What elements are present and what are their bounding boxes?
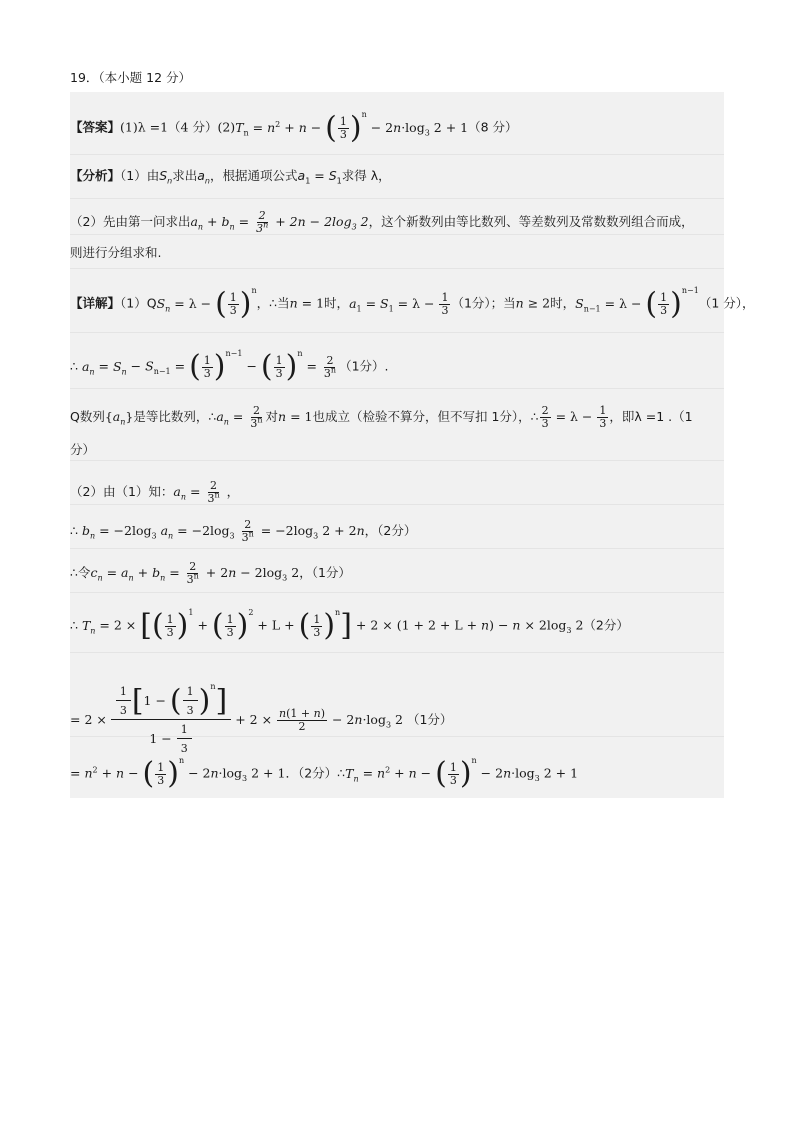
analysis-text: ，根据通项公式	[210, 168, 298, 183]
detail-line-2: ∴ $a_n = S_n - S_{n-1}$ = ( $\frac{1}{3}$ )$^{n-1}$ − ( $\frac{1}{3}$ )$^n$ = $\frac{2}{3^n}$ （1分）.	[70, 349, 389, 384]
detail-text: 也成立（检验不算分，但不写扣 1分），∴	[312, 409, 539, 424]
answer-score: （8 分）	[468, 119, 518, 135]
detail-text: 时，	[550, 295, 576, 311]
separator	[70, 388, 724, 389]
detail-text: ，（1分）	[299, 565, 351, 580]
detail-text: ，即λ =1 .（1	[609, 409, 693, 424]
analysis-text: ，这个新数列由等比数列、等差数列及常数数列组合而成，	[368, 214, 694, 229]
detail-line-4: 分）	[70, 442, 96, 457]
separator	[70, 268, 724, 269]
separator	[70, 592, 724, 593]
answer-part1: (1)λ =1（4 分）(2)	[120, 119, 236, 135]
detail-text: （2分）	[583, 617, 629, 633]
detail-text: ．（2分）∴	[285, 765, 346, 781]
detail-line-10: = $n^2 + n$ − ( $\frac{1}{3}$ )$^n - 2n\cdot\log_3$ 2 + 1．（2分）$\therefore T_n = n^2 + n$ − ( $\frac{1}{3}$ )$^n - 2n\cdot\log_3$ 2 + 1	[70, 756, 579, 791]
separator	[70, 548, 724, 549]
detail-text: （1分）.	[339, 358, 389, 374]
separator	[70, 460, 724, 461]
detail-text: 时，	[324, 295, 350, 311]
analysis-line-1: 【分析】（1）由$S_n$求出$a_n$，根据通项公式$a_1 = S_1$求得 λ，	[70, 168, 391, 186]
detail-line-8: ∴ $T_n = 2$ × [( $\frac{1}{3}$ )$^1$ + ( $\frac{1}{3}$ )$^2$ + L + ( $\frac{1}{3}$ )$^n] + 2 \times (1 + 2 + L + n) - n \times 2\log_3$ 2（2分）	[70, 608, 629, 643]
detail-text: （1分）	[406, 712, 453, 727]
answer-label: 【答案】	[70, 119, 121, 135]
answer-formula: $T_n = n^2 + n$ − ( $\frac{1}{3}$ )$^n - 2n\cdot\log_3$ 2 + 1	[235, 110, 469, 145]
analysis-label: 【分析】	[70, 168, 121, 183]
detail-text: （2）由（1）知：	[70, 484, 174, 499]
question-title: 19．（本小题 12 分）	[70, 70, 192, 85]
detail-line-5: （2）由（1）知：$a_n$ = $\frac{2}{3^n}$ ，	[70, 479, 240, 505]
detail-text: 是等比数列，∴	[133, 409, 217, 424]
detail-text: （1）Q	[120, 295, 157, 311]
separator	[70, 154, 724, 155]
detail-line-6: ∴ $b_n = -2\log_3$ $a_n = -2\log_3$ $\frac{2}{3^n}$ = $-2\log_3$ 2 + 2n，（2分）	[70, 518, 417, 544]
detail-text: ，（2分）	[364, 523, 417, 538]
analysis-text: （2）先由第一问求出	[70, 214, 191, 229]
separator	[70, 652, 724, 653]
separator	[70, 198, 724, 199]
analysis-text: （1）由	[120, 168, 160, 183]
analysis-line-2: （2）先由第一问求出$a_n + b_n$ = $\frac{2}{3^n}$ + $2n - 2\log_3$ 2，这个新数列由等比数列、等差数列及常数数列组合而成，	[70, 209, 694, 235]
detail-label: 【详解】	[70, 295, 121, 311]
detail-line-1: 【详解】$(1)QS_n = \lambda$ − ( $\frac{1}{3}$ )$^n$，∴当n = 1时，$a_1 = S_1 = \lambda$ − $\frac{1}{3}$ （1分）；当n ≥ 2时，$S_{n-1} = \lambda$ − ( $\frac{1}{3}$ )$^{n-1}$（1 分），	[70, 286, 755, 321]
detail-line-9: = 2 × $\frac{1}{3}$ [1 − ( $\frac{1}{3}$ )$^n$] 1 − $\frac{1}{3}$ + 2 × $\frac{n(1 + n)}{2}$ − $2n\cdot\log_3$ 2 （1分）	[70, 682, 453, 755]
detail-line-7: ∴令$c_n = a_n + b_n$ = $\frac{2}{3^n}$ + $2n - 2\log_3$ 2，（1分）	[70, 560, 351, 586]
detail-text: 对	[265, 409, 279, 424]
detail-text: （1 分），	[698, 295, 755, 311]
detail-text: ∴令	[70, 565, 91, 580]
analysis-line-3: 则进行分组求和.	[70, 245, 162, 260]
analysis-text: 求得 λ，	[341, 168, 391, 183]
answer-line	[70, 110, 518, 145]
detail-text: ，∴当	[256, 295, 290, 311]
detail-line-3: Q数列$\{a_n\}$是等比数列，$\therefore a_n$ = $\frac{2}{3^n}$ 对n = 1也成立（检验不算分，但不写扣 1分），∴ $\frac{2}{3}$ = λ − $\frac{1}{3}$ ，即λ =1 .（1	[70, 404, 693, 430]
detail-text: （1分）；当	[451, 295, 516, 311]
detail-text: Q数列	[70, 409, 105, 424]
analysis-text: 求出	[172, 168, 198, 183]
separator	[70, 332, 724, 333]
